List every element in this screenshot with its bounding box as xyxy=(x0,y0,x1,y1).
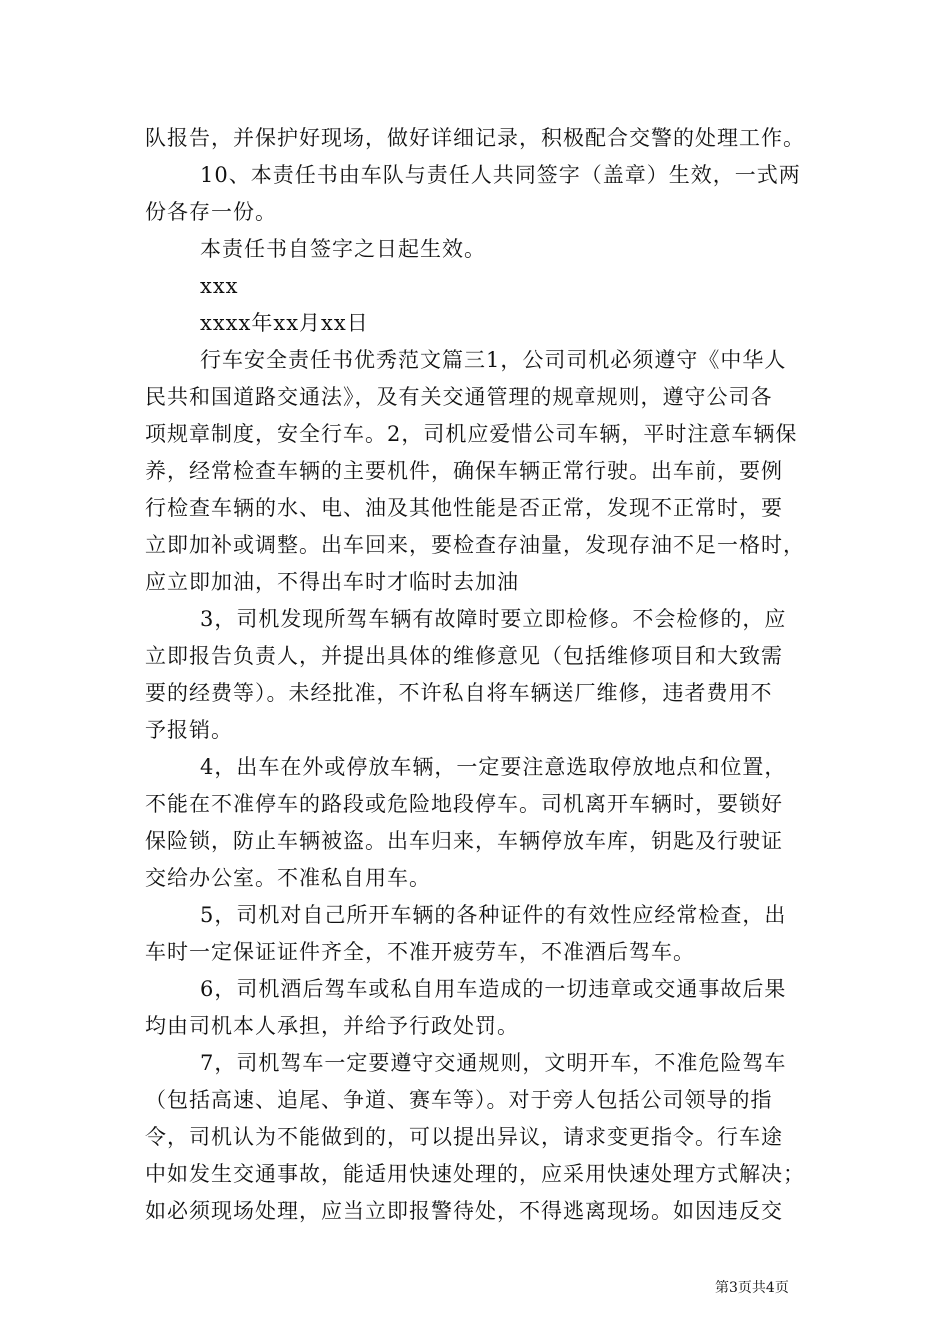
signature-name: xxx xyxy=(200,274,239,298)
paragraph-line: 队报告，并保护好现场，做好详细记录，积极配合交警的处理工作。 xyxy=(145,126,805,150)
signature-date: xxxx年xx月xx日 xyxy=(200,311,369,335)
page-number: 第3页共4页 xyxy=(715,1280,789,1296)
paragraph-line: 保险锁，防止车辆被盗。出车归来，车辆停放车库，钥匙及行驶证 xyxy=(145,829,783,853)
paragraph-line: 养，经常检查车辆的主要机件，确保车辆正常行驶。出车前，要例 xyxy=(145,459,783,483)
paragraph-line: 车时一定保证证件齐全，不准开疲劳车，不准酒后驾车。 xyxy=(145,940,695,964)
paragraph-line: 予报销。 xyxy=(145,718,233,742)
paragraph-line: 3，司机发现所驾车辆有故障时要立即检修。不会检修的，应 xyxy=(200,607,787,631)
paragraph-line: 立即报告负责人，并提出具体的维修意见（包括维修项目和大致需 xyxy=(145,644,783,668)
paragraph-line: 如必须现场处理，应当立即报警待处，不得逃离现场。如因违反交 xyxy=(145,1199,783,1223)
paragraph-line: 中如发生交通事故，能适用快速处理的，应采用快速处理方式解决； xyxy=(145,1162,805,1186)
paragraph-line: 立即加补或调整。出车回来，要检查存油量，发现存油不足一格时， xyxy=(145,533,805,557)
paragraph-line: 均由司机本人承担，并给予行政处罚。 xyxy=(145,1014,519,1038)
paragraph-line: 应立即加油，不得出车时才临时去加油 xyxy=(145,570,519,594)
paragraph-line: 5，司机对自己所开车辆的各种证件的有效性应经常检查，出 xyxy=(200,903,787,927)
paragraph-line: 民共和国道路交通法》，及有关交通管理的规章规则，遵守公司各 xyxy=(145,385,773,409)
paragraph-line: 不能在不准停车的路段或危险地段停车。司机离开车辆时，要锁好 xyxy=(145,792,783,816)
paragraph-line: 令，司机认为不能做到的，可以提出异议，请求变更指令。行车途 xyxy=(145,1125,783,1149)
paragraph-line: 4，出车在外或停放车辆，一定要注意选取停放地点和位置， xyxy=(200,755,787,779)
paragraph-line: 本责任书自签字之日起生效。 xyxy=(200,237,486,261)
paragraph-line: 6，司机酒后驾车或私自用车造成的一切违章或交通事故后果 xyxy=(200,977,787,1001)
paragraph-line: 要的经费等）。未经批准，不许私自将车辆送厂维修，违者费用不 xyxy=(145,681,773,705)
paragraph-line: 行车安全责任书优秀范文篇三1，公司司机必须遵守《中华人 xyxy=(200,348,787,372)
paragraph-line: 项规章制度，安全行车。2，司机应爱惜公司车辆，平时注意车辆保 xyxy=(145,422,798,446)
paragraph-line: 交给办公室。不准私自用车。 xyxy=(145,866,431,890)
paragraph-line: 10、本责任书由车队与责任人共同签字（盖章）生效，一式两 xyxy=(200,163,801,187)
paragraph-line: 行检查车辆的水、电、油及其他性能是否正常，发现不正常时，要 xyxy=(145,496,783,520)
paragraph-line: 7，司机驾车一定要遵守交通规则，文明开车，不准危险驾车 xyxy=(200,1051,787,1075)
paragraph-line: 份各存一份。 xyxy=(145,200,277,224)
paragraph-line: （包括高速、追尾、争道、赛车等）。对于旁人包括公司领导的指 xyxy=(145,1088,773,1112)
